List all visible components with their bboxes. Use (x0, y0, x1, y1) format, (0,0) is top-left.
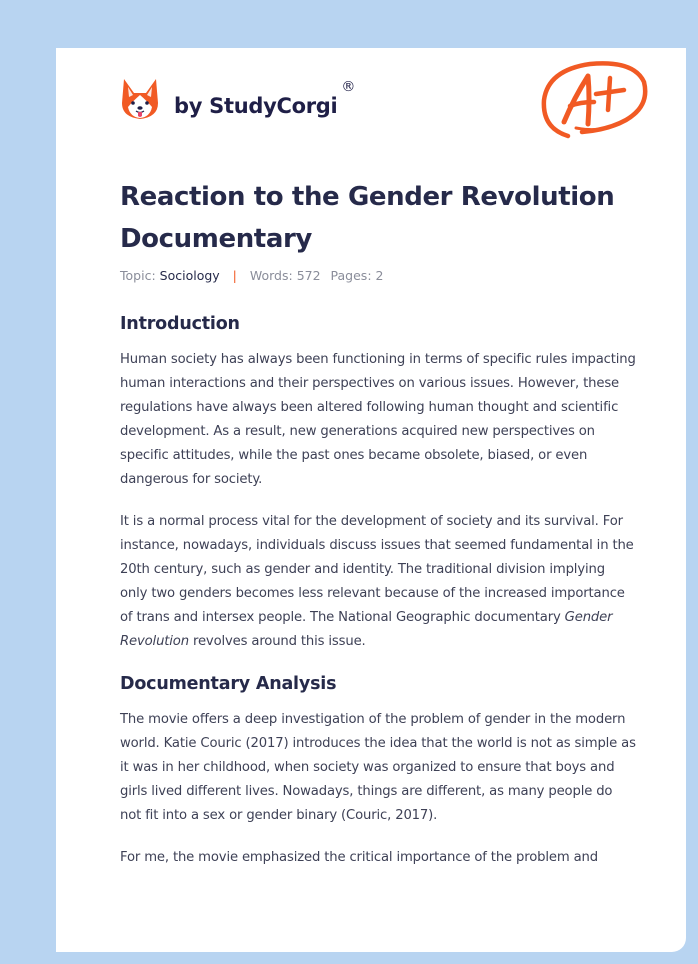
document-body (120, 310, 636, 870)
paragraph-text: revolves around this issue. (188, 634, 366, 649)
section-heading-introduction: Introduction (120, 314, 240, 334)
words-count: 572 (296, 268, 321, 283)
documentary-title: Gender Revolution (120, 610, 613, 649)
paragraph: The movie offers a deep investigation of the problem of gender in the modern world. Katie Couric (2017) introduces the idea that the world is not as simple as it was in her childhood, when society was organized to ensure that boys and girls lived different lives. Nowadays, things are different, as many people do not fit into a sex or gender binary (Couric, 2017). (120, 712, 636, 823)
paragraph: For me, the movie emphasized the critical importance of the problem and (120, 850, 598, 865)
section-heading-documentary-analysis: Documentary Analysis (120, 674, 337, 694)
registered-mark: ® (341, 79, 356, 95)
corgi-logo-icon (120, 77, 160, 121)
topic-link[interactable]: Sociology (159, 268, 220, 283)
document-meta (120, 268, 383, 283)
page-title: Reaction to the Gender Revolution Documentary (120, 182, 615, 254)
topic-label: Topic: (120, 268, 156, 283)
paragraph (120, 510, 636, 654)
pages-label: Pages: (330, 268, 372, 283)
paragraph: Human society has always been functioning in terms of specific rules impacting human interactions and their perspectives on various issues. However, these regulations have always been altered following human thought and scientific development. As a result, new generations acquired new perspectives on specific attitudes, while the past ones became obsolete, biased, or even dangerous for society. (120, 352, 636, 487)
meta-separator: | (232, 268, 237, 283)
a-plus-grade-icon (538, 58, 650, 142)
words-label: Words: (249, 268, 293, 283)
brand-name: by StudyCorgi (174, 94, 338, 118)
pages-count: 2 (375, 268, 384, 283)
paragraph-text: It is a normal process vital for the development of society and its survival. For instance, nowadays, individuals discuss issues that seemed fundamental in the 20th century, such as gender and identity. The traditional division implying only two genders becomes less relevant because of the increased importance of trans and intersex people. The National Geographic documentary (120, 514, 634, 625)
document-card (56, 48, 686, 952)
brand-header[interactable] (120, 76, 355, 122)
